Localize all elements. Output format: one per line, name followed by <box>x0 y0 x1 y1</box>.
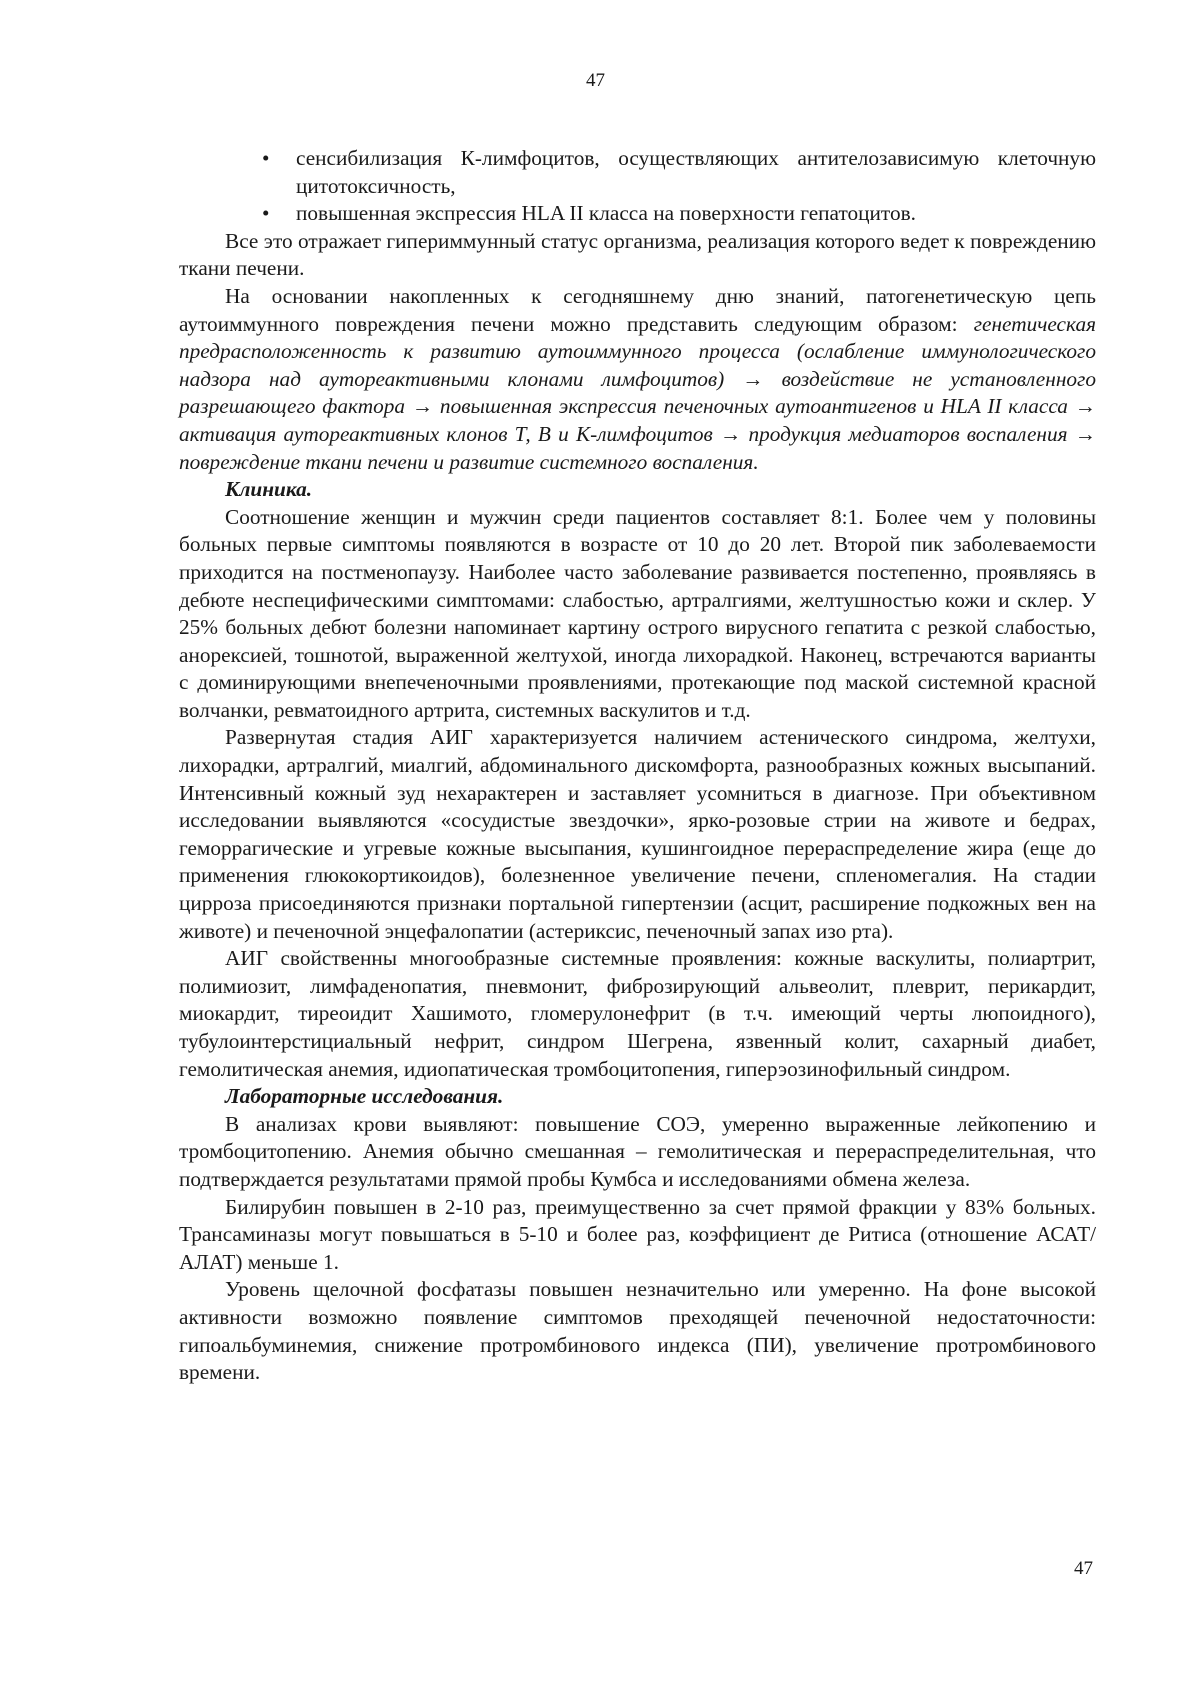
paragraph: АИГ свойственны многообразные системные проявления: кожные васкулиты, полиартрит, полимиозит, лимфаденопатия, пневмонит, фиброзирующий альвеолит, плеврит, перикардит, миокардит, тиреоидит Хашимото, гломерулонефрит (в т.ч. имеющий черты люпоидного), тубулоинтерстициальный нефрит, синдром Шегрена, язвенный колит, сахарный диабет, гемолитическая анемия, идиопатическая тромбоцитопения, гиперэозинофильный синдром. <box>179 946 1096 1081</box>
paragraph: Развернутая стадия АИГ характеризуется наличием астенического синдрома, желтухи, лихорадки, артралгий, миалгий, абдоминального дискомфорта, разнообразных кожных высыпаний. Интенсивный кожный зуд нехарактерен и заставляет усомниться в диагнозе. При объективном исследовании выявляются «сосудистые звездочки», ярко-розовые стрии на животе и бедрах, геморрагические и угревые кожные высыпания, кушингоидное перераспределение жира (еще до применения глюкокортикоидов), болезненное увеличение печени, спленомегалия. На стадии цирроза присоединяются признаки портальной гипертензии (асцит, расширение подкожных вен на животе) и печеночной энцефалопатии (астериксис, печеночный запах изо рта). <box>179 725 1096 943</box>
bullet-item: • сенсибилизация К-лимфоцитов, осуществляющих антителозависимую клеточную цитотоксичность, <box>179 145 1096 200</box>
section-heading-lab: Лабораторные исследования. <box>225 1084 504 1109</box>
paragraph: Билирубин повышен в 2-10 раз, преимущественно за счет прямой фракции у 83% больных. Трансаминазы могут повышаться в 5-10 и более раз, коэффициент де Ритиса (отношение АСАТ/АЛАТ) меньше 1. <box>179 1194 1096 1274</box>
document-body <box>179 145 1096 1387</box>
bullet-item: • повышенная экспрессия HLA II класса на поверхности гепатоцитов. <box>179 200 1096 228</box>
paragraph-pathogenesis <box>179 283 1096 476</box>
paragraph-lead: На основании накопленных к сегодняшнему дню знаний, патогенетическую цепь аутоиммунного повреждения печени можно представить следующим образом: <box>179 283 1096 336</box>
pathogenesis-chain: генетическая предрасположенность к развитию аутоиммунного процесса (ослабление иммунологического надзора над аутореактивными клонами лимфоцитов) → воздействие не установленного разрешающего фактора → повышенная экспрессия печеночных аутоантигенов и HLA II класса → активация аутореактивных клонов Т, В и К-лимфоцитов → продукция медиаторов воспаления → повреждение ткани печени и развитие системного воспаления. <box>179 311 1096 474</box>
paragraph: В анализах крови выявляют: повышение СОЭ, умеренно выраженные лейкопению и тромбоцитопению. Анемия обычно смешанная – гемолитическая и перераспределительная, что подтверждается результатами прямой пробы Кумбса и исследованиями обмена железа. <box>179 1111 1096 1191</box>
paragraph: Все это отражает гипериммунный статус организма, реализация которого ведет к повреждению ткани печени. <box>179 228 1096 281</box>
page-number-top: 47 <box>586 70 605 91</box>
page-number-bottom: 47 <box>1074 1558 1093 1579</box>
section-heading-clinic: Клиника. <box>225 477 313 502</box>
bullet-list <box>179 145 1096 228</box>
paragraph: Соотношение женщин и мужчин среди пациентов составляет 8:1. Более чем у половины больных первые симптомы появляются в возрасте от 10 до 20 лет. Второй пик заболеваемости приходится на постменопаузу. Наиболее часто заболевание развивается постепенно, проявляясь в дебюте неспецифическими симптомами: слабостью, артралгиями, желтушностью кожи и склер. У 25% больных дебют болезни напоминает картину острого вирусного гепатита с резкой слабостью, анорексией, тошнотой, выраженной желтухой, иногда лихорадкой. Наконец, встречаются варианты с доминирующими внепеченочными проявлениями, протекающие под маской системной красной волчанки, ревматоидного артрита, системных васкулитов и т.д. <box>179 504 1096 722</box>
paragraph: Уровень щелочной фосфатазы повышен незначительно или умеренно. На фоне высокой активности возможно появление симптомов преходящей печеночной недостаточности: гипоальбуминемия, снижение протромбинового индекса (ПИ), увеличение протромбинового времени. <box>179 1277 1096 1385</box>
